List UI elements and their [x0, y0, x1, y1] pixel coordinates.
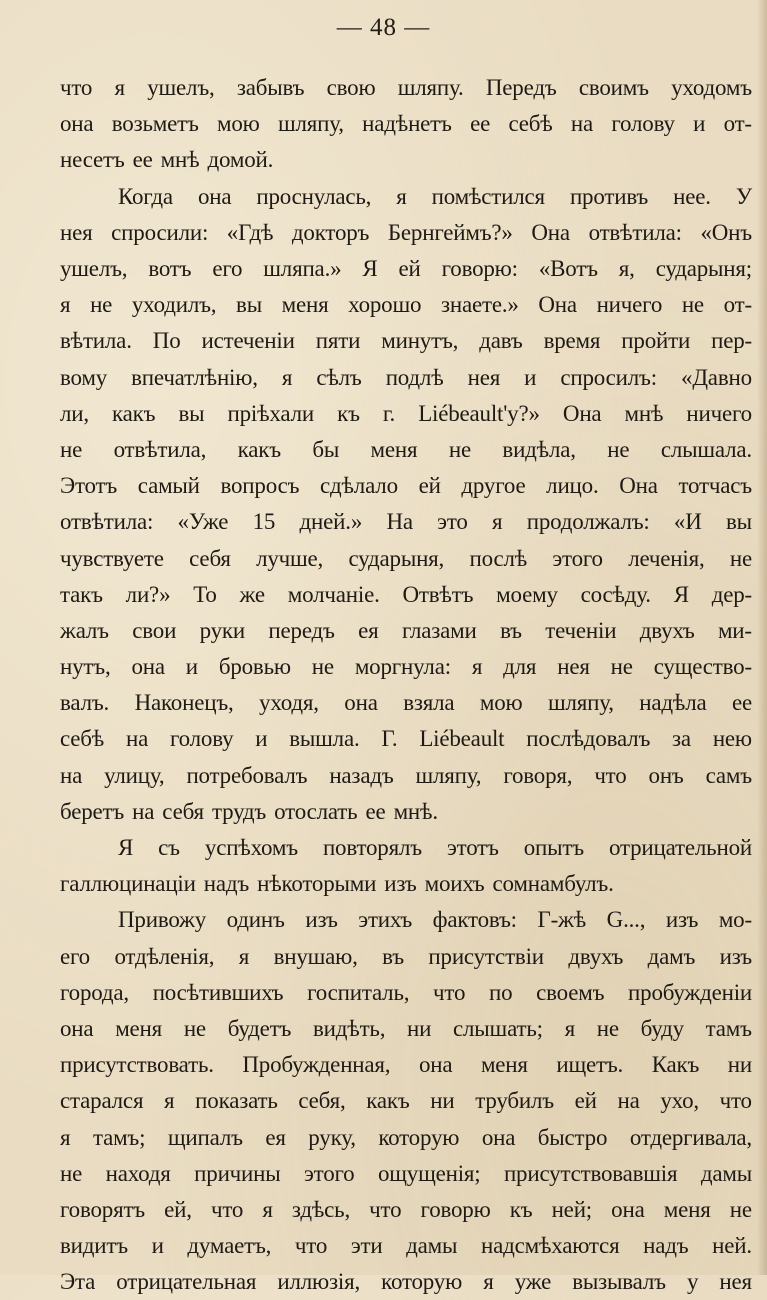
- text-line: не находя причины этого ощущенія; присутствовавшія дамы: [60, 1160, 752, 1186]
- text-line: себѣ на голову и вышла. Г. Liébeault послѣдовалъ за нею: [60, 726, 752, 752]
- text-line: не отвѣтила, какъ бы меня не видѣла, не слышала.: [60, 436, 752, 462]
- text-line: галлюцинаціи надъ нѣкоторыми изъ моихъ сомнамбулъ.: [60, 871, 614, 897]
- text-line: такъ ли?» То же молчаніе. Отвѣтъ моему сосѣду. Я дер-: [60, 581, 752, 607]
- text-line: на улицу, потребовалъ назадъ шляпу, говоря, что онъ самъ: [60, 762, 752, 788]
- text-line: Привожу одинъ изъ этихъ фактовъ: Г-жѣ G..., изъ мо-: [118, 907, 752, 933]
- body-text: [60, 70, 752, 1300]
- text-line: валъ. Наконецъ, уходя, она взяла мою шляпу, надѣла ее: [60, 690, 752, 716]
- text-line: нутъ, она и бровью не моргнула: я для нея не существо-: [60, 654, 752, 680]
- text-line: несетъ ее мнѣ домой.: [60, 147, 274, 173]
- page-edge-shadow: [757, 0, 767, 1275]
- text-line: отвѣтила: «Уже 15 дней.» На это я продолжалъ: «И вы: [60, 509, 752, 535]
- text-line: вому впечатлѣнію, я сѣлъ подлѣ нея и спросилъ: «Давно: [60, 364, 752, 390]
- page-number: — 48 —: [336, 14, 431, 41]
- text-line: вѣтила. По истеченіи пяти минутъ, давъ время пройти пер-: [60, 328, 752, 354]
- text-line: ушелъ, вотъ его шляпа.» Я ей говорю: «Вотъ я, сударыня;: [60, 256, 752, 282]
- text-line: говорятъ ей, что я здѣсь, что говорю къ ней; она меня не: [60, 1196, 752, 1222]
- text-line: я тамъ; щипалъ ея руку, которую она быстро отдергивала,: [60, 1124, 752, 1150]
- text-line: Я съ успѣхомъ повторялъ этотъ опытъ отрицательной: [118, 835, 752, 861]
- text-line: беретъ на себя трудъ отослать ее мнѣ.: [60, 798, 438, 824]
- text-line: Когда она проснулась, я помѣстился противъ нее. У: [118, 183, 752, 209]
- text-line: она меня не будетъ видѣть, ни слышать; я не буду тамъ: [60, 1015, 752, 1041]
- text-line: ли, какъ вы пріѣхали къ г. Liébeault'y?» Она мнѣ ничего: [60, 400, 752, 426]
- text-line: его отдѣленія, я внушаю, въ присутствіи двухъ дамъ изъ: [60, 943, 752, 969]
- text-line: Эта отрицательная иллюзія, которую я уже вызывалъ у нея: [60, 1269, 752, 1295]
- text-line: что я ушелъ, забывъ свою шляпу. Передъ своимъ уходомъ: [60, 75, 752, 101]
- text-line: жалъ свои руки передъ ея глазами въ теченіи двухъ ми-: [60, 617, 752, 643]
- text-line: города, посѣтившихъ госпиталь, что по своемъ пробужденіи: [60, 979, 752, 1005]
- text-line: чувствуете себя лучше, сударыня, послѣ этого леченія, не: [60, 545, 752, 571]
- text-line: она возьметъ мою шляпу, надѣнетъ ее себѣ на голову и от-: [60, 111, 752, 137]
- text-line: я не уходилъ, вы меня хорошо знаете.» Она ничего не от-: [60, 292, 752, 318]
- text-line: присутствовать. Пробужденная, она меня ищетъ. Какъ ни: [60, 1052, 752, 1078]
- text-line: нея спросили: «Гдѣ докторъ Бернгеймъ?» Она отвѣтила: «Онъ: [60, 219, 752, 245]
- text-line: видитъ и думаетъ, что эти дамы надсмѣхаются надъ ней.: [60, 1233, 752, 1259]
- text-line: старался я показать себя, какъ ни трубилъ ей на ухо, что: [60, 1088, 752, 1114]
- text-line: Этотъ самый вопросъ сдѣлало ей другое лицо. Она тотчасъ: [60, 473, 752, 499]
